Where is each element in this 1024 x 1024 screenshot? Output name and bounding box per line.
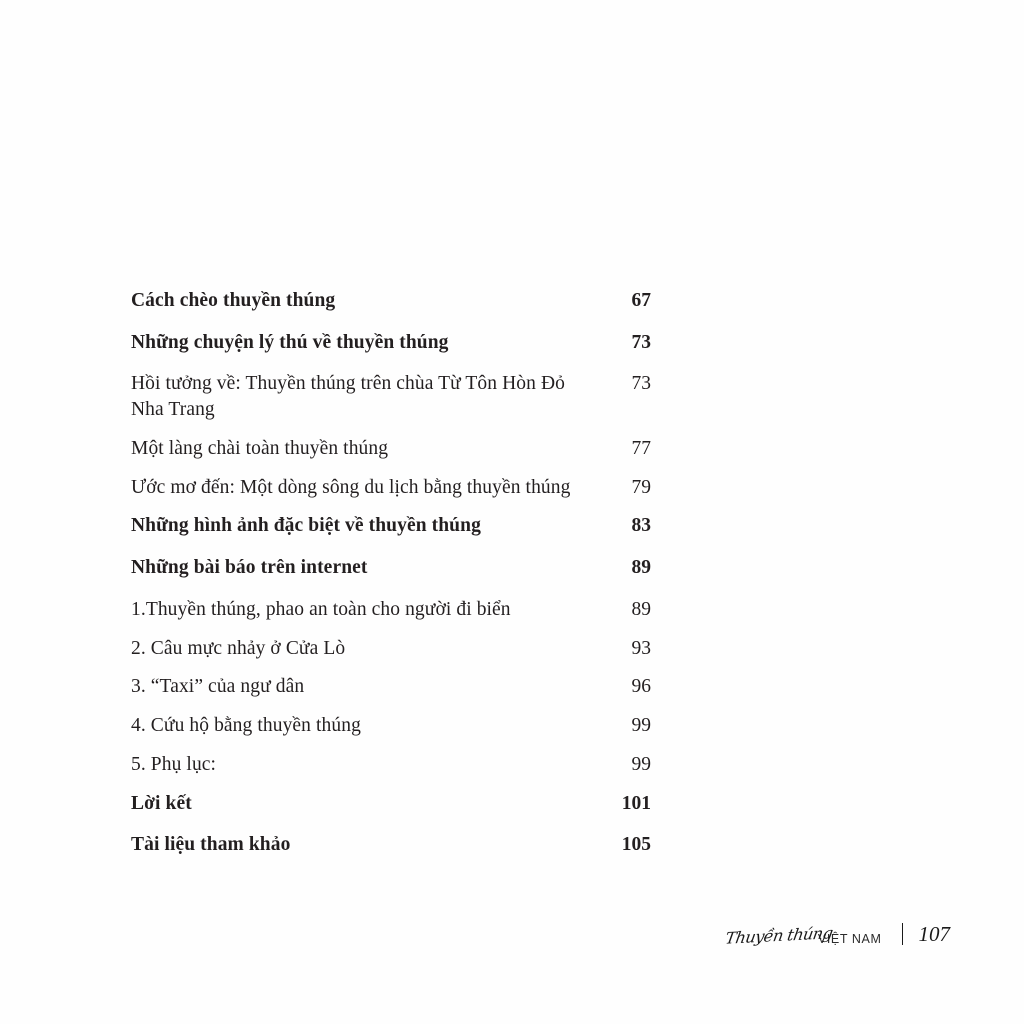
list-item[interactable] (131, 330, 651, 356)
toc-entry-page: 96 (631, 676, 651, 698)
toc-entry-title: Hồi tưởng về: Thuyền thúng trên chùa Từ Tôn Hòn Đỏ Nha Trang (131, 373, 565, 421)
toc-entry-title: Một làng chài toàn thuyền thúng (131, 437, 389, 459)
list-item[interactable] (131, 636, 651, 662)
toc-entry-title: 2. Câu mực nhảy ở Cửa Lò (131, 637, 346, 659)
list-item[interactable] (131, 288, 651, 314)
list-item[interactable] (131, 371, 651, 422)
toc-entry-title: 4. Cứu hộ bằng thuyền thúng (131, 715, 361, 737)
toc-entry-title: Tài liệu tham khảo (131, 834, 291, 856)
toc-entry-page: 89 (631, 557, 651, 579)
toc-entry-page: 105 (621, 834, 651, 856)
table-of-contents (131, 288, 651, 874)
list-item[interactable] (131, 475, 651, 501)
book-logo (723, 923, 882, 948)
list-item[interactable] (131, 555, 651, 581)
toc-entry-title: Lời kết (131, 792, 192, 814)
toc-entry-page: 67 (631, 290, 651, 311)
logo-caps-text: VIỆT NAM (817, 932, 882, 946)
list-item[interactable] (131, 791, 651, 817)
list-item[interactable] (131, 713, 651, 739)
list-item[interactable] (131, 674, 651, 700)
list-item[interactable] (131, 513, 651, 539)
logo-script-text: Thuyền thúng (723, 923, 834, 948)
toc-entry-page: 77 (631, 437, 651, 459)
list-item[interactable] (131, 597, 651, 623)
toc-entry-page: 99 (631, 715, 651, 737)
toc-entry-page: 79 (631, 476, 651, 498)
toc-entry-title: Những chuyện lý thú về thuyền thúng (131, 331, 449, 353)
toc-entry-page: 83 (631, 515, 651, 537)
list-item[interactable] (131, 752, 651, 778)
toc-entry-page: 93 (631, 637, 651, 659)
toc-entry-page: 73 (631, 331, 651, 353)
toc-entry-page: 89 (631, 598, 651, 620)
toc-entry-title: Những bài báo trên internet (131, 557, 368, 579)
toc-entry-page: 73 (631, 373, 651, 395)
toc-entry-page: 101 (621, 792, 651, 814)
divider (902, 923, 903, 945)
list-item[interactable] (131, 436, 651, 462)
toc-entry-title: Những hình ảnh đặc biệt về thuyền thúng (131, 515, 481, 537)
toc-entry-title: Ước mơ đến: Một dòng sông du lịch bằng thuyền thúng (131, 476, 571, 498)
page-footer (723, 922, 950, 948)
toc-entry-title: 3. “Taxi” của ngư dân (131, 676, 305, 698)
toc-entry-title: 5. Phụ lục: (131, 753, 217, 775)
list-item[interactable] (131, 832, 651, 858)
toc-entry-title: 1.Thuyền thúng, phao an toàn cho người đi biển (131, 598, 511, 620)
page-number: 107 (918, 922, 950, 946)
toc-entry-title: Cách chèo thuyền thúng (131, 290, 336, 311)
toc-entry-page: 99 (631, 753, 651, 775)
